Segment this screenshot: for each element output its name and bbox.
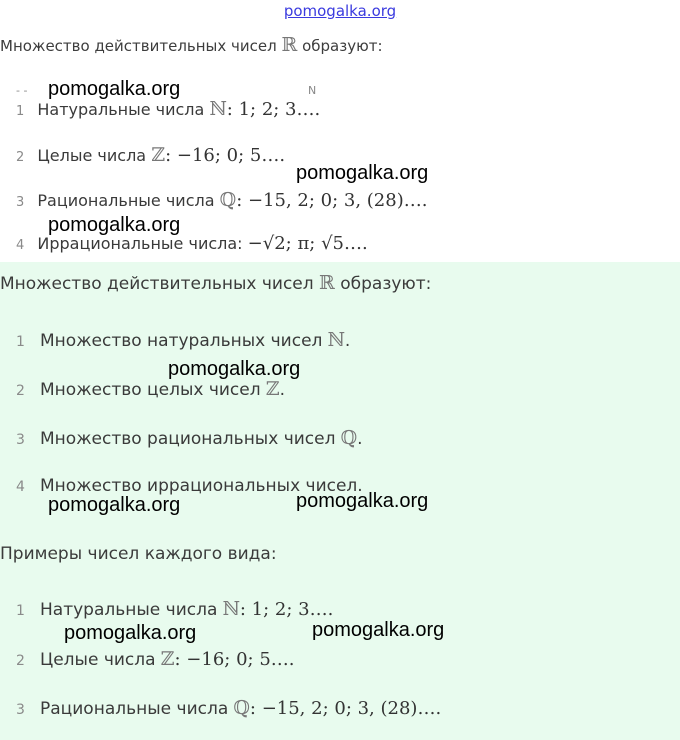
top-intro <box>0 34 383 56</box>
item-label: Множество рациональных чисел <box>40 429 336 449</box>
top-list-item-3 <box>16 189 427 211</box>
item-tail: . <box>344 331 351 351</box>
example-item-3 <box>16 697 441 719</box>
item-label: Множество натуральных чисел <box>40 331 323 351</box>
item-number: 3 <box>16 195 25 210</box>
item-number: 1 <box>16 603 25 619</box>
item-number: 4 <box>16 238 25 253</box>
green-intro <box>0 272 431 294</box>
item-label: Рациональные числа <box>40 699 229 719</box>
example-item-2 <box>16 648 295 670</box>
integer-symbol: ℤ <box>160 648 175 670</box>
top-intro-text: Множество действительных чисел <box>0 37 277 55</box>
watermark: pomogalka.org <box>168 358 301 380</box>
item-tail: . <box>279 380 285 400</box>
item-math: : 1; 2; 3…. <box>226 99 321 120</box>
cropped-fragment-right: N <box>308 84 317 97</box>
cropped-fragment-left: - - <box>16 84 28 97</box>
watermark: pomogalka.org <box>296 162 429 184</box>
natural-symbol: ℕ <box>209 98 227 120</box>
green-intro-post: образуют: <box>340 274 432 294</box>
item-tail: . <box>357 429 363 449</box>
watermark: pomogalka.org <box>48 214 181 236</box>
item-number: 1 <box>16 104 25 119</box>
item-number: 2 <box>16 383 25 399</box>
top-list-item-2 <box>16 144 285 166</box>
green-list-item-2 <box>16 378 285 400</box>
example-item-1 <box>16 598 333 620</box>
item-number: 2 <box>16 653 25 669</box>
item-label: Множество иррациональных чисел. <box>40 476 363 496</box>
item-number: 3 <box>16 432 25 448</box>
item-number: 1 <box>16 334 25 350</box>
top-list-item-1 <box>16 98 320 120</box>
green-list-item-1 <box>16 329 350 351</box>
item-label: Целые числа <box>37 146 147 165</box>
green-intro-text: Множество действительных чисел <box>0 274 314 294</box>
item-label: Множество целых чисел <box>40 380 261 400</box>
item-number: 2 <box>16 150 25 165</box>
item-label: Иррациональные числа: <box>37 234 243 253</box>
integer-symbol: ℤ <box>151 144 166 166</box>
watermark: pomogalka.org <box>312 619 445 641</box>
item-math: −√2; π; √5…. <box>247 233 368 254</box>
natural-symbol: ℕ <box>222 598 240 620</box>
rational-symbol: ℚ <box>233 697 250 719</box>
watermark: pomogalka.org <box>48 78 181 100</box>
item-number: 3 <box>16 702 25 718</box>
watermark: pomogalka.org <box>48 494 181 516</box>
item-label: Рациональные числа <box>37 191 215 210</box>
item-math: : −15, 2; 0; 3, (28)…. <box>249 698 442 719</box>
header-watermark-link[interactable]: pomogalka.org <box>283 2 397 20</box>
examples-title: Примеры чисел каждого вида: <box>0 544 277 564</box>
watermark: pomogalka.org <box>296 490 429 512</box>
top-intro-post: образуют: <box>302 37 383 55</box>
item-math: : −16; 0; 5…. <box>174 649 295 670</box>
item-math: : 1; 2; 3…. <box>239 599 334 620</box>
item-label: Натуральные числа <box>40 600 218 620</box>
item-math: : −16; 0; 5…. <box>165 145 286 166</box>
real-numbers-symbol: ℝ <box>281 34 298 56</box>
item-math: : −15, 2; 0; 3, (28)…. <box>236 190 428 211</box>
rational-symbol: ℚ <box>219 189 237 211</box>
item-label: Натуральные числа <box>37 100 205 119</box>
natural-symbol: ℕ <box>327 329 345 351</box>
rational-symbol: ℚ <box>340 427 358 449</box>
item-number: 4 <box>16 479 25 495</box>
real-numbers-symbol: ℝ <box>319 272 335 294</box>
item-label: Целые числа <box>40 650 156 670</box>
integer-symbol: ℤ <box>265 378 280 400</box>
green-list-item-3 <box>16 427 363 449</box>
watermark: pomogalka.org <box>64 622 197 644</box>
